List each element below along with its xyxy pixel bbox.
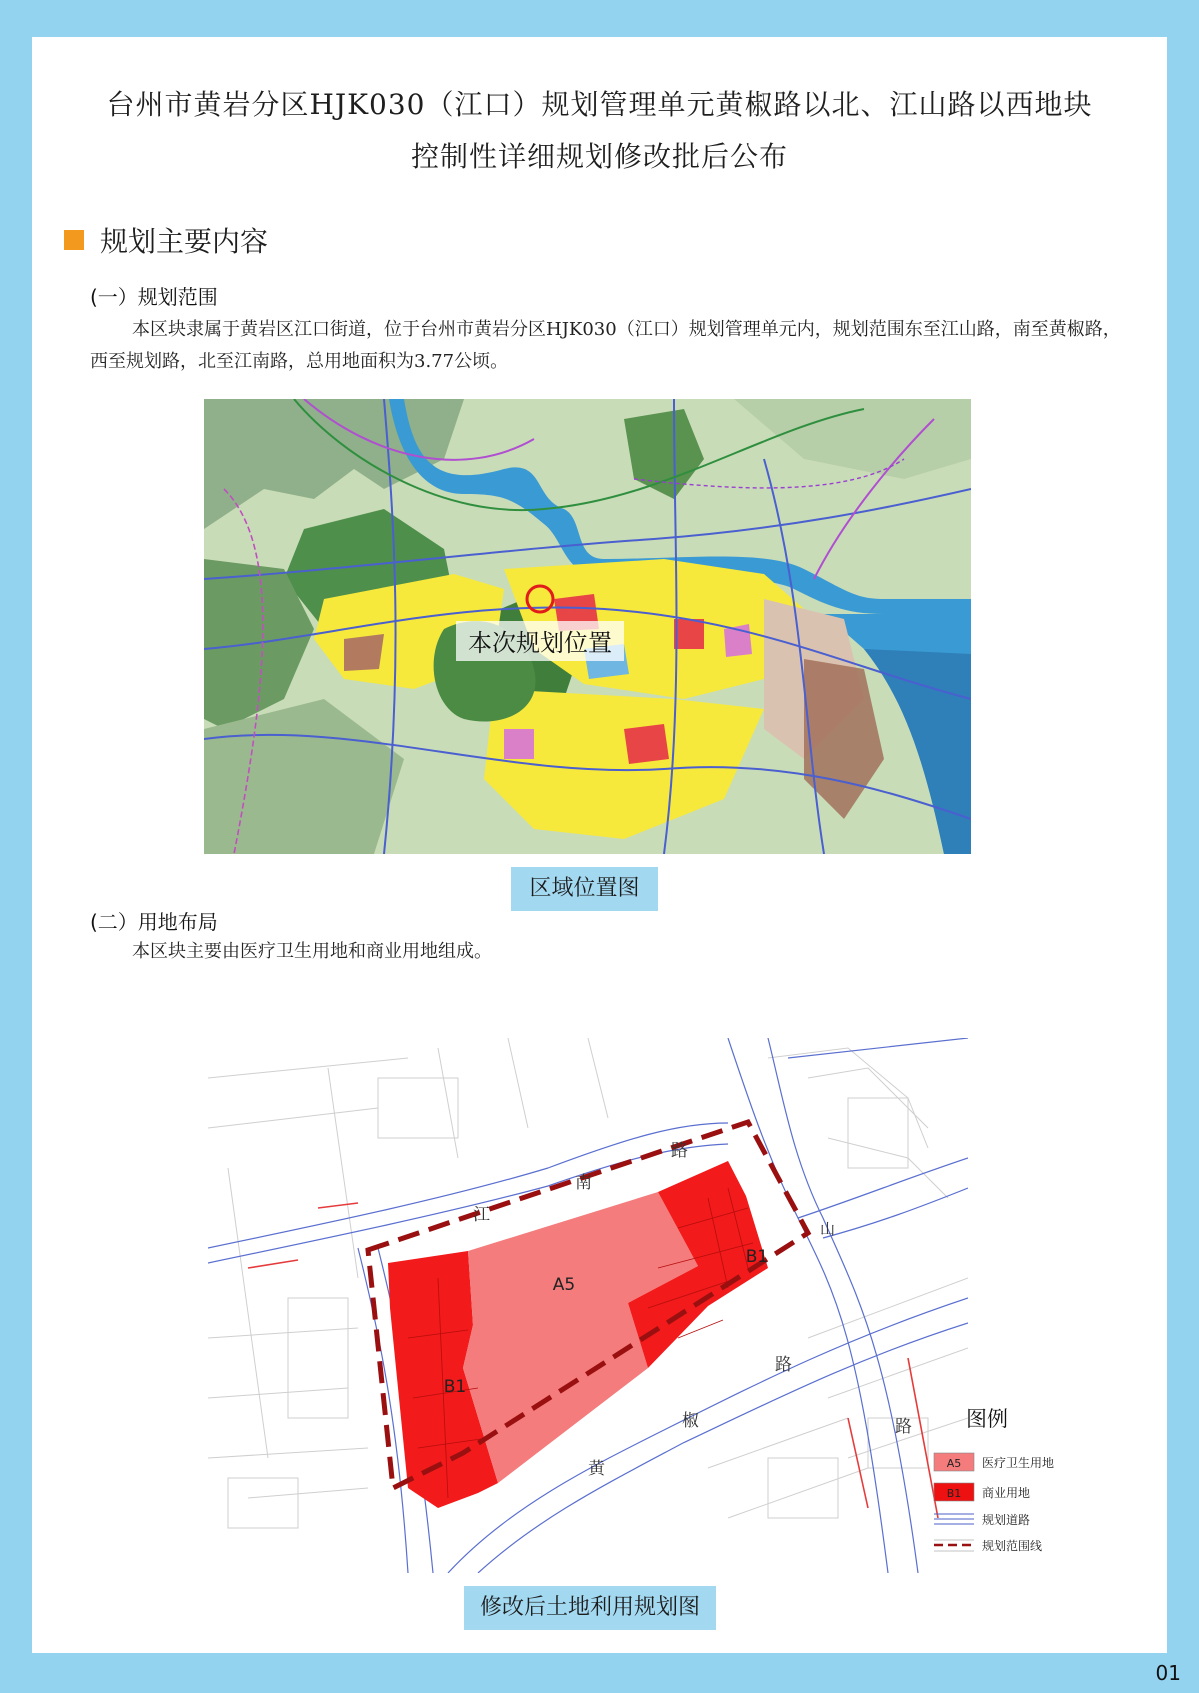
parcel-a5-label: A5 (552, 1275, 576, 1295)
scope-heading: (一）规划范围 (90, 285, 218, 309)
legend-a5-code: A5 (946, 1457, 962, 1470)
scope-paragraph: 本区块隶属于黄岩区江口街道，位于台州市黄岩分区HJK030（江口）规划管理单元内，规划范围东至江山路，南至黄椒路，西至规划路，北至江南路，总用地面积为3.77公顷。 (90, 319, 1121, 372)
legend-b1-code: B1 (946, 1487, 962, 1500)
page (32, 37, 1167, 1653)
legend-boundary-label: 规划范围线 (982, 1539, 1043, 1553)
legend (916, 1400, 1056, 1570)
map2-caption: 修改后土地利用规划图 (464, 1586, 716, 1630)
legend-b1-label: 商业用地 (982, 1486, 1031, 1500)
parcel-b1-right-label: B1 (745, 1247, 769, 1267)
regional-location-map (204, 399, 971, 854)
page-title-line2: 控制性详细规划修改批后公布 (410, 140, 788, 173)
legend-boundary-swatch (934, 1540, 974, 1551)
road-char-jiao: 椒 (682, 1411, 699, 1431)
section-heading (64, 220, 268, 260)
road-char-nan: 南 (575, 1173, 592, 1193)
legend-road-swatch (934, 1514, 974, 1524)
orange-square-icon (64, 230, 84, 250)
section-title: 规划主要内容 (100, 225, 269, 258)
layout-heading: (二）用地布局 (90, 910, 218, 934)
road-char-jiang: 江 (473, 1205, 490, 1225)
legend-road-label: 规划道路 (982, 1513, 1031, 1527)
land-use-plan-map (208, 1038, 968, 1573)
road-char-shan: 山 (820, 1220, 836, 1238)
road-char-lu2: 路 (895, 1417, 912, 1437)
legend-a5-label: 医疗卫生用地 (982, 1456, 1055, 1470)
parcel-b1-left-label: B1 (443, 1377, 467, 1397)
page-title-line1: 台州市黄岩分区HJK030（江口）规划管理单元黄椒路以北、江山路以西地块 (106, 88, 1093, 121)
location-label: 本次规划位置 (468, 629, 612, 657)
road-char-lu1: 路 (671, 1141, 688, 1161)
road-char-huang: 黄 (588, 1459, 605, 1479)
legend-title: 图例 (966, 1407, 1008, 1431)
page-number: 01 (1155, 1661, 1181, 1685)
road-char-lu3: 路 (775, 1355, 792, 1375)
layout-paragraph: 本区块主要由医疗卫生用地和商业用地组成。 (132, 941, 492, 962)
map1-caption: 区域位置图 (511, 867, 658, 911)
